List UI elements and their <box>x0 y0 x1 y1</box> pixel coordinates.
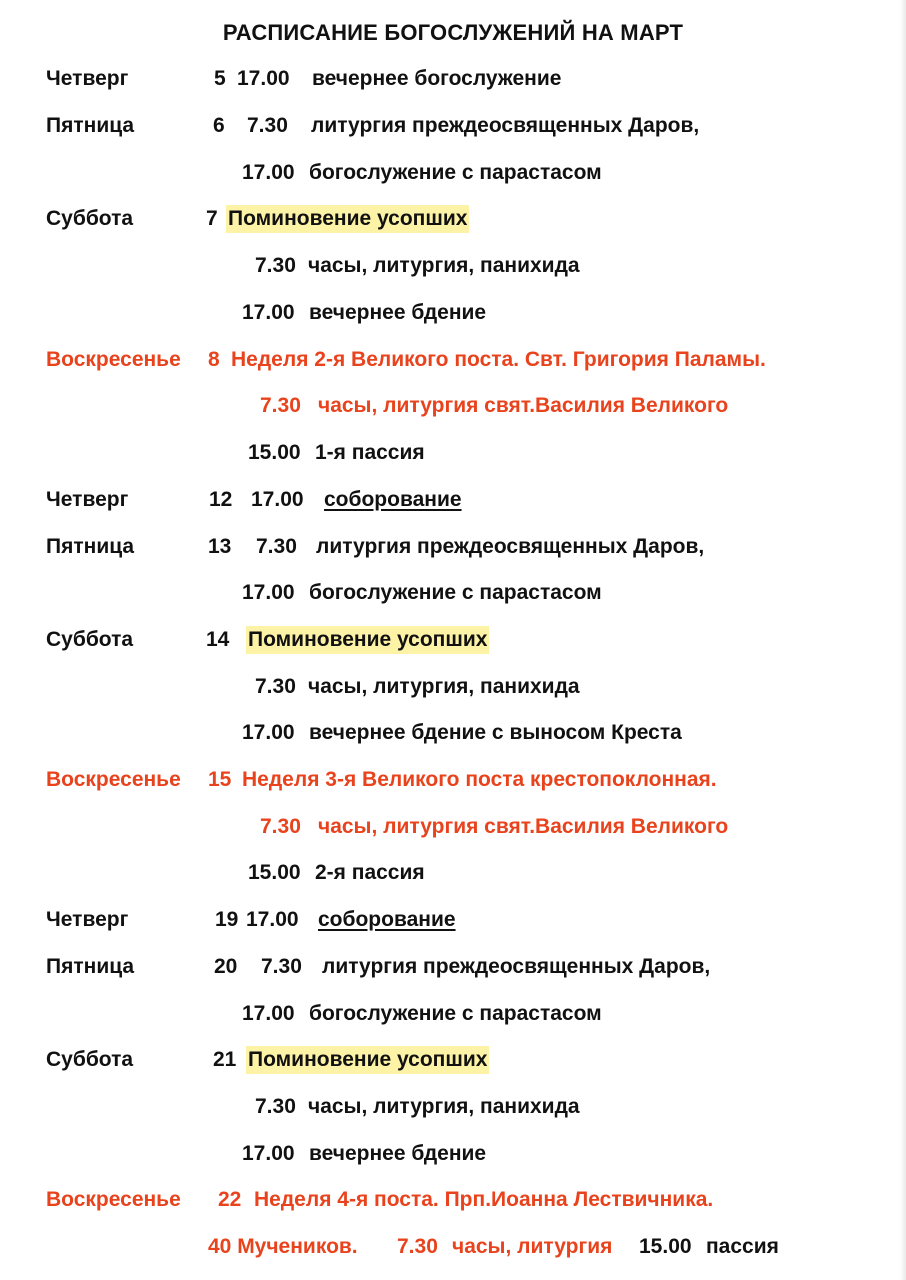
schedule-row <box>0 205 906 233</box>
date: 19 <box>215 908 239 931</box>
schedule-row <box>0 1140 906 1168</box>
service-time: 17.00 <box>237 67 290 90</box>
weekday: Четверг <box>46 488 129 511</box>
service-time: 17.00 <box>242 301 295 324</box>
schedule-row <box>0 533 906 561</box>
service-name: часы, литургия, панихида <box>308 675 580 698</box>
service-name: часы, литургия свят.Василия Великого <box>318 394 729 417</box>
service-name: вечернее бдение <box>309 1142 487 1165</box>
highlighted-service: Поминовение усопших <box>246 626 489 654</box>
schedule-row <box>0 813 906 841</box>
feast-name: 40 Мучеников. <box>208 1235 358 1258</box>
service-name: соборование <box>324 488 462 511</box>
schedule-row <box>0 1046 906 1074</box>
weekday: Суббота <box>46 628 134 651</box>
weekday: Пятница <box>46 114 135 137</box>
service-time: 7.30 <box>256 535 297 558</box>
service-name: литургия преждеосвященных Даров, <box>322 955 711 978</box>
weekday: Воскресенье <box>46 348 181 371</box>
schedule-row <box>0 65 906 93</box>
service-time: 15.00 <box>248 441 301 464</box>
weekday: Суббота <box>46 1048 134 1071</box>
service-time: 7.30 <box>261 955 302 978</box>
service-time: 17.00 <box>242 161 295 184</box>
service-name: часы, литургия <box>452 1235 613 1258</box>
schedule-row <box>0 439 906 467</box>
schedule-row <box>0 859 906 887</box>
service-time: 7.30 <box>260 815 301 838</box>
weekday: Четверг <box>46 67 129 90</box>
service-name: богослужение с парастасом <box>309 161 602 184</box>
schedule-row-sunday <box>0 766 906 794</box>
schedule-row <box>0 1233 906 1261</box>
date: 6 <box>213 114 225 137</box>
service-name: пассия <box>706 1235 779 1258</box>
service-name: часы, литургия, панихида <box>308 254 580 277</box>
date: 12 <box>209 488 233 511</box>
date: 21 <box>213 1048 237 1071</box>
date: 7 <box>206 207 218 230</box>
schedule-row <box>0 719 906 747</box>
weekday: Четверг <box>46 908 129 931</box>
service-time: 7.30 <box>255 675 296 698</box>
service-name: вечернее бдение с выносом Креста <box>309 721 682 744</box>
service-time: 7.30 <box>255 254 296 277</box>
date: 15 <box>208 768 232 791</box>
schedule-row <box>0 112 906 140</box>
weekday: Пятница <box>46 955 135 978</box>
schedule-row <box>0 1000 906 1028</box>
service-time: 17.00 <box>246 908 299 931</box>
schedule-row-sunday <box>0 1186 906 1214</box>
weekday: Воскресенье <box>46 768 181 791</box>
service-name: литургия преждеосвященных Даров, <box>316 535 705 558</box>
highlighted-service: Поминовение усопших <box>246 1046 489 1074</box>
service-name: 1-я пассия <box>315 441 425 464</box>
schedule-row <box>0 626 906 654</box>
page-title: РАСПИСАНИЕ БОГОСЛУЖЕНИЙ НА МАРТ <box>222 20 684 45</box>
schedule-row <box>0 673 906 701</box>
service-time: 15.00 <box>639 1235 692 1258</box>
weekday: Воскресенье <box>46 1188 181 1211</box>
service-name: литургия преждеосвященных Даров, <box>311 114 700 137</box>
service-time: 7.30 <box>255 1095 296 1118</box>
service-time: 7.30 <box>247 114 288 137</box>
schedule-row <box>0 953 906 981</box>
highlighted-service: Поминовение усопших <box>226 205 469 233</box>
date: 13 <box>208 535 232 558</box>
service-time: 15.00 <box>248 861 301 884</box>
date: 14 <box>206 628 230 651</box>
service-time: 17.00 <box>242 1142 295 1165</box>
schedule-row-sunday <box>0 346 906 374</box>
service-name: часы, литургия, панихида <box>308 1095 580 1118</box>
service-name: часы, литургия свят.Василия Великого <box>318 815 729 838</box>
service-time: 17.00 <box>242 721 295 744</box>
service-name: вечернее бдение <box>309 301 487 324</box>
service-time: 17.00 <box>242 1002 295 1025</box>
date: 8 <box>208 348 220 371</box>
feast-name: Неделя 4-я поста. Прп.Иоанна Лествичника. <box>254 1188 714 1211</box>
service-time: 7.30 <box>397 1235 438 1258</box>
schedule-row <box>0 579 906 607</box>
service-time: 17.00 <box>242 581 295 604</box>
weekday: Пятница <box>46 535 135 558</box>
date: 20 <box>214 955 238 978</box>
service-name: богослужение с парастасом <box>309 1002 602 1025</box>
service-name: соборование <box>318 908 456 931</box>
service-name: вечернее богослужение <box>312 67 562 90</box>
schedule-row <box>0 159 906 187</box>
schedule-row <box>0 392 906 420</box>
service-time: 17.00 <box>251 488 304 511</box>
feast-name: Неделя 2-я Великого поста. Свт. Григория Паламы. <box>231 348 766 371</box>
weekday: Суббота <box>46 207 134 230</box>
feast-name: Неделя 3-я Великого поста крестопоклонная. <box>242 768 717 791</box>
service-time: 7.30 <box>260 394 301 417</box>
date: 5 <box>214 67 226 90</box>
schedule-row <box>0 486 906 514</box>
date: 22 <box>218 1188 242 1211</box>
service-name: 2-я пассия <box>315 861 425 884</box>
schedule-row <box>0 299 906 327</box>
schedule-row <box>0 906 906 934</box>
schedule-row <box>0 1093 906 1121</box>
schedule-row <box>0 252 906 280</box>
service-name: богослужение с парастасом <box>309 581 602 604</box>
